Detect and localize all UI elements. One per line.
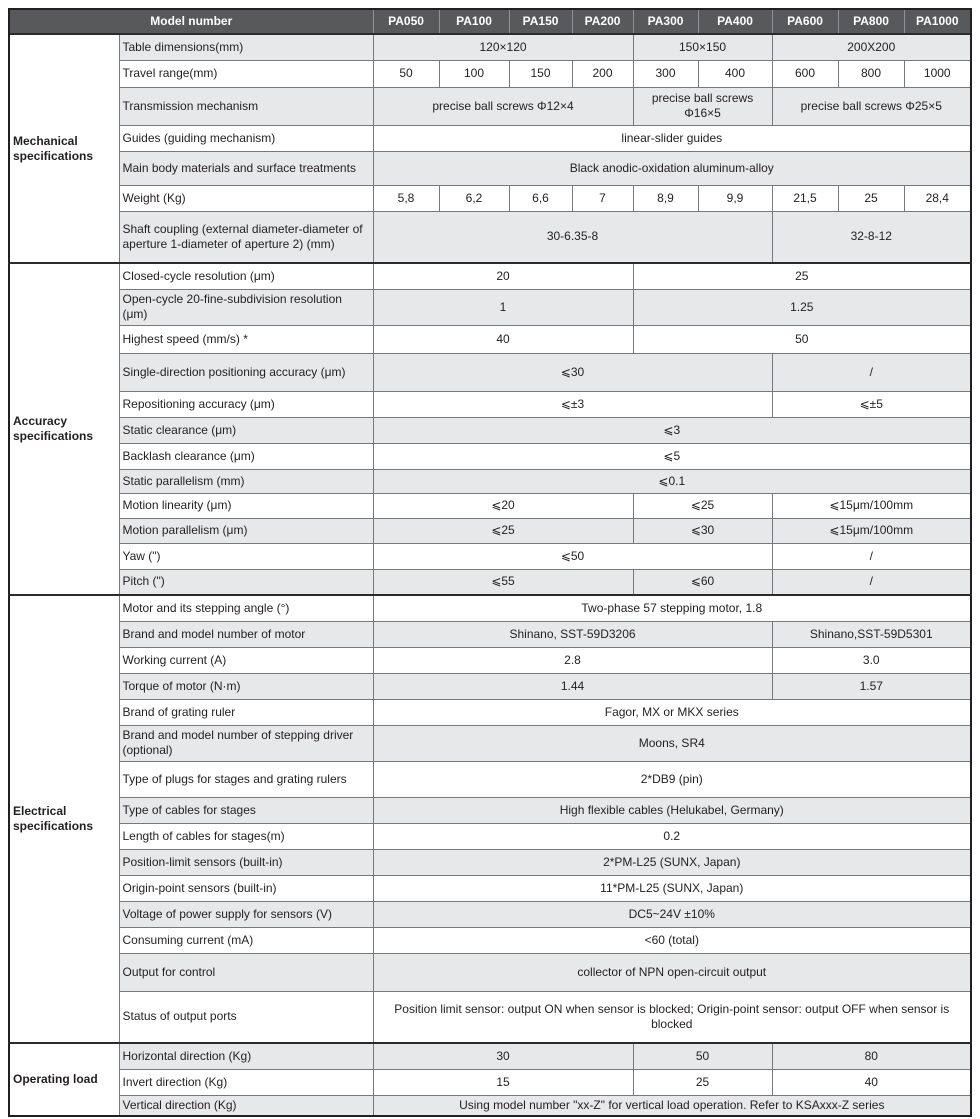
spec-label: Travel range(mm) — [119, 60, 373, 87]
spec-value: ⩽0.1 — [373, 469, 971, 493]
spec-label: Consuming current (mA) — [119, 927, 373, 953]
specifications-table — [8, 8, 972, 1117]
table-row — [9, 673, 971, 699]
model-column-header: PA100 — [439, 9, 509, 34]
spec-value: ⩽3 — [373, 417, 971, 443]
spec-value: 1.57 — [772, 673, 971, 699]
spec-label: Origin-point sensors (built-in) — [119, 875, 373, 901]
model-column-header: PA150 — [509, 9, 572, 34]
table-row — [9, 901, 971, 927]
spec-value: 800 — [838, 60, 904, 87]
spec-value: ⩽5 — [373, 443, 971, 469]
spec-value: 0.2 — [373, 823, 971, 849]
model-column-header: PA800 — [838, 9, 904, 34]
spec-value: Moons, SR4 — [373, 725, 971, 761]
section-label: Operating load — [9, 1043, 119, 1116]
table-body — [9, 34, 971, 1116]
spec-value: 8,9 — [633, 185, 698, 211]
spec-value: Position limit sensor: output ON when sensor is blocked; Origin-point sensor: output OFF when sensor is blocked — [373, 991, 971, 1043]
spec-value: 50 — [633, 325, 971, 353]
spec-value: / — [772, 543, 971, 569]
spec-value: 32-8-12 — [772, 211, 971, 263]
model-column-header: PA300 — [633, 9, 698, 34]
model-number-header: Model number — [9, 9, 373, 34]
table-row — [9, 849, 971, 875]
spec-value: Fagor, MX or MKX series — [373, 699, 971, 725]
spec-label: Type of plugs for stages and grating rulers — [119, 761, 373, 797]
spec-value: 400 — [698, 60, 772, 87]
table-row — [9, 953, 971, 991]
spec-label: Motor and its stepping angle (°) — [119, 595, 373, 621]
spec-value: linear-slider guides — [373, 125, 971, 151]
spec-label: Backlash clearance (μm) — [119, 443, 373, 469]
spec-value: 150 — [509, 60, 572, 87]
spec-value: Two-phase 57 stepping motor, 1.8 — [373, 595, 971, 621]
spec-label: Transmission mechanism — [119, 87, 373, 125]
table-row — [9, 1095, 971, 1116]
spec-value: 28,4 — [904, 185, 971, 211]
spec-value: 3.0 — [772, 647, 971, 673]
spec-label: Single-direction positioning accuracy (μm) — [119, 353, 373, 391]
spec-value: 2.8 — [373, 647, 772, 673]
spec-value: 21,5 — [772, 185, 838, 211]
spec-label: Guides (guiding mechanism) — [119, 125, 373, 151]
table-row — [9, 325, 971, 353]
table-row — [9, 469, 971, 493]
table-row — [9, 595, 971, 621]
spec-value: 2*DB9 (pin) — [373, 761, 971, 797]
model-column-header: PA400 — [698, 9, 772, 34]
table-row — [9, 391, 971, 417]
spec-value: 9,9 — [698, 185, 772, 211]
spec-value: ⩽15μm/100mm — [772, 518, 971, 543]
spec-value: 50 — [373, 60, 439, 87]
spec-value: collector of NPN open-circuit output — [373, 953, 971, 991]
spec-label: Static clearance (μm) — [119, 417, 373, 443]
spec-value: <60 (total) — [373, 927, 971, 953]
table-header — [9, 9, 971, 34]
spec-label: Shaft coupling (external diameter-diameter of aperture 1-diameter of aperture 2) (mm) — [119, 211, 373, 263]
spec-label: Output for control — [119, 953, 373, 991]
table-row — [9, 353, 971, 391]
spec-value: 1 — [373, 289, 633, 325]
spec-label: Brand and model number of motor — [119, 621, 373, 647]
spec-value: 7 — [572, 185, 633, 211]
spec-value: High flexible cables (Helukabel, Germany) — [373, 797, 971, 823]
spec-value: 15 — [373, 1069, 633, 1095]
spec-label: Pitch (") — [119, 569, 373, 595]
spec-value: 80 — [772, 1043, 971, 1069]
spec-value: 100 — [439, 60, 509, 87]
spec-value: ⩽30 — [373, 353, 772, 391]
model-column-header: PA600 — [772, 9, 838, 34]
spec-label: Repositioning accuracy (μm) — [119, 391, 373, 417]
section-label: Mechanical specifications — [9, 34, 119, 263]
spec-value: Shinano, SST-59D3206 — [373, 621, 772, 647]
spec-value: Using model number "xx-Z" for vertical load operation. Refer to KSAxxx-Z series — [373, 1095, 971, 1116]
spec-value: 25 — [838, 185, 904, 211]
spec-label: Table dimensions(mm) — [119, 34, 373, 60]
spec-value: / — [772, 353, 971, 391]
table-row — [9, 60, 971, 87]
spec-value: ⩽60 — [633, 569, 772, 595]
spec-value: 6,2 — [439, 185, 509, 211]
section-label: Electrical specifications — [9, 595, 119, 1043]
table-row — [9, 927, 971, 953]
table-row — [9, 417, 971, 443]
spec-value: Shinano,SST-59D5301 — [772, 621, 971, 647]
spec-value: ⩽±3 — [373, 391, 772, 417]
spec-label: Position-limit sensors (built-in) — [119, 849, 373, 875]
spec-label: Length of cables for stages(m) — [119, 823, 373, 849]
table-row — [9, 125, 971, 151]
spec-value: Black anodic-oxidation aluminum-alloy — [373, 151, 971, 185]
model-column-header: PA050 — [373, 9, 439, 34]
spec-value: 40 — [772, 1069, 971, 1095]
spec-value: 20 — [373, 263, 633, 289]
spec-value: 11*PM-L25 (SUNX, Japan) — [373, 875, 971, 901]
table-row — [9, 151, 971, 185]
table-row — [9, 823, 971, 849]
spec-label: Motion parallelism (μm) — [119, 518, 373, 543]
spec-value: 1.25 — [633, 289, 971, 325]
spec-label: Voltage of power supply for sensors (V) — [119, 901, 373, 927]
table-row — [9, 493, 971, 518]
table-row — [9, 211, 971, 263]
spec-value: ⩽50 — [373, 543, 772, 569]
spec-value: 5,8 — [373, 185, 439, 211]
spec-value: precise ball screws Φ16×5 — [633, 87, 772, 125]
spec-value: / — [772, 569, 971, 595]
spec-label: Motion linearity (μm) — [119, 493, 373, 518]
table-row — [9, 1043, 971, 1069]
spec-value: 25 — [633, 1069, 772, 1095]
table-row — [9, 34, 971, 60]
spec-value: ⩽15μm/100mm — [772, 493, 971, 518]
spec-label: Horizontal direction (Kg) — [119, 1043, 373, 1069]
spec-value: ⩽30 — [633, 518, 772, 543]
spec-value: 1.44 — [373, 673, 772, 699]
table-row — [9, 875, 971, 901]
table-row — [9, 1069, 971, 1095]
spec-value: ⩽±5 — [772, 391, 971, 417]
table-row — [9, 621, 971, 647]
spec-value: 2*PM-L25 (SUNX, Japan) — [373, 849, 971, 875]
spec-value: ⩽25 — [373, 518, 633, 543]
spec-value: 50 — [633, 1043, 772, 1069]
spec-label: Torque of motor (N·m) — [119, 673, 373, 699]
spec-value: 600 — [772, 60, 838, 87]
spec-value: ⩽25 — [633, 493, 772, 518]
table-row — [9, 87, 971, 125]
table-row — [9, 725, 971, 761]
spec-value: ⩽55 — [373, 569, 633, 595]
spec-value: DC5~24V ±10% — [373, 901, 971, 927]
table-row — [9, 991, 971, 1043]
spec-value: 30-6.35-8 — [373, 211, 772, 263]
spec-value: 300 — [633, 60, 698, 87]
table-row — [9, 699, 971, 725]
model-column-header: PA1000 — [904, 9, 971, 34]
spec-label: Status of output ports — [119, 991, 373, 1043]
spec-value: 1000 — [904, 60, 971, 87]
table-row — [9, 797, 971, 823]
table-row — [9, 263, 971, 289]
table-row — [9, 443, 971, 469]
spec-value: ⩽20 — [373, 493, 633, 518]
spec-label: Working current (A) — [119, 647, 373, 673]
spec-label: Closed-cycle resolution (μm) — [119, 263, 373, 289]
table-row — [9, 569, 971, 595]
spec-label: Open-cycle 20-fine-subdivision resolution (μm) — [119, 289, 373, 325]
spec-value: precise ball screws Φ12×4 — [373, 87, 633, 125]
spec-label: Main body materials and surface treatments — [119, 151, 373, 185]
spec-value: precise ball screws Φ25×5 — [772, 87, 971, 125]
section-label: Accuracy specifications — [9, 263, 119, 595]
table-row — [9, 289, 971, 325]
spec-value: 200X200 — [772, 34, 971, 60]
spec-value: 25 — [633, 263, 971, 289]
spec-label: Invert direction (Kg) — [119, 1069, 373, 1095]
table-row — [9, 518, 971, 543]
spec-label: Brand of grating ruler — [119, 699, 373, 725]
table-row — [9, 647, 971, 673]
spec-value: 120×120 — [373, 34, 633, 60]
spec-label: Highest speed (mm/s) * — [119, 325, 373, 353]
table-row — [9, 185, 971, 211]
table-row — [9, 761, 971, 797]
spec-value: 40 — [373, 325, 633, 353]
spec-label: Static parallelism (mm) — [119, 469, 373, 493]
spec-value: 30 — [373, 1043, 633, 1069]
spec-value: 200 — [572, 60, 633, 87]
table-row — [9, 543, 971, 569]
model-column-header: PA200 — [572, 9, 633, 34]
header-row — [9, 9, 971, 34]
spec-label: Yaw (") — [119, 543, 373, 569]
spec-value: 150×150 — [633, 34, 772, 60]
spec-value: 6,6 — [509, 185, 572, 211]
spec-label: Brand and model number of stepping driver (optional) — [119, 725, 373, 761]
spec-label: Weight (Kg) — [119, 185, 373, 211]
spec-label: Type of cables for stages — [119, 797, 373, 823]
spec-label: Vertical direction (Kg) — [119, 1095, 373, 1116]
